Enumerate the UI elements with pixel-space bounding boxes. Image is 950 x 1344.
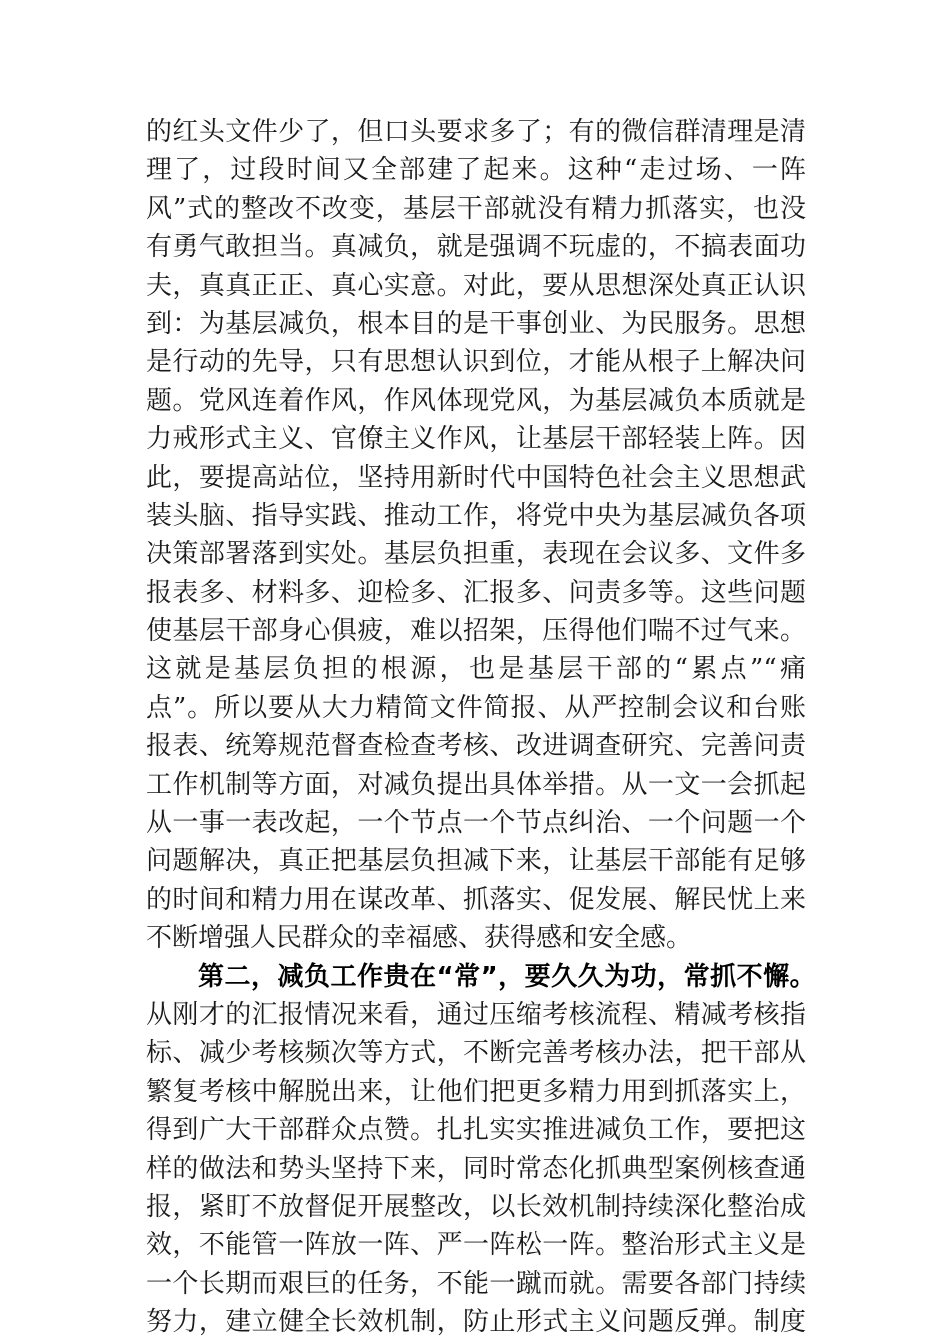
text-line: 点”。所以要从大力精简文件简报、从严控制会议和台账 [146, 692, 806, 723]
text-line: 标、减少考核频次等方式，不断完善考核办法，把干部从 [146, 1038, 806, 1069]
text-line: 得到广大干部群众点赞。扎扎实实推进减负工作，要把这 [146, 1115, 806, 1146]
text-line: 是行动的先导，只有思想认识到位，才能从根子上解决问 [146, 347, 806, 378]
text-line: 报，紧盯不放督促开展整改，以长效机制持续深化整治成 [146, 1191, 806, 1222]
text-line: 从刚才的汇报情况来看，通过压缩考核流程、精减考核指 [146, 999, 806, 1030]
text-line: 夫，真真正正、真心实意。对此，要从思想深处真正认识 [146, 270, 806, 301]
text-line: 力戒形式主义、官僚主义作风，让基层干部轻装上阵。因 [146, 424, 806, 455]
text-line: 繁复考核中解脱出来，让他们把更多精力用到抓落实上， [146, 1076, 806, 1107]
text-line: 报表、统筹规范督查检查考核、改进调查研究、完善问责 [146, 731, 806, 762]
text-line: 样的做法和势头坚持下来，同时常态化抓典型案例核查通 [146, 1153, 806, 1184]
section-heading: 第二，减负工作贵在“常”，要久久为功，常抓不懈。 [198, 961, 817, 992]
text-line: 问题解决，真正把基层负担减下来，让基层干部能有足够 [146, 846, 806, 877]
text-line: 的红头文件少了，但口头要求多了；有的微信群清理是清 [146, 117, 806, 147]
text-line: 报表多、材料多、迎检多、汇报多、问责多等。这些问题 [146, 577, 806, 608]
body-text [146, 113, 817, 1342]
text-line: 努力，建立健全长效机制，防止形式主义问题反弹。制度 [146, 1307, 806, 1338]
text-line: 不断增强人民群众的幸福感、获得感和安全感。 [146, 923, 693, 954]
text-line: 装头脑、指导实践、推动工作，将党中央为基层减负各项 [146, 500, 806, 531]
text-line: 的时间和精力用在谋改革、抓落实、促发展、解民忧上来 [146, 884, 806, 915]
text-line: 风”式的整改不改变，基层干部就没有精力抓落实，也没 [146, 193, 806, 224]
text-line: 从一事一表改起，一个节点一个节点纠治、一个问题一个 [146, 808, 806, 839]
text-line: 使基层干部身心俱疲，难以招架，压得他们喘不过气来。 [146, 616, 806, 647]
text-line: 题。党风连着作风，作风体现党风，为基层减负本质就是 [146, 385, 806, 416]
text-line: 一个长期而艰巨的任务，不能一蹴而就。需要各部门持续 [146, 1268, 806, 1299]
text-line: 理了，过段时间又全部建了起来。这种“走过场、一阵 [146, 155, 806, 186]
text-line: 到：为基层减负，根本目的是干事创业、为民服务。思想 [146, 308, 806, 339]
text-line: 有勇气敢担当。真减负，就是强调不玩虚的，不搞表面功 [146, 232, 806, 263]
text-line: 工作机制等方面，对减负提出具体举措。从一文一会抓起 [146, 769, 806, 800]
text-line: 这就是基层负担的根源，也是基层干部的“累点”“痛 [146, 654, 806, 685]
text-line: 效，不能管一阵放一阵、严一阵松一阵。整治形式主义是 [146, 1230, 806, 1261]
text-line: 此，要提高站位，坚持用新时代中国特色社会主义思想武 [146, 462, 806, 493]
text-line: 决策部署落到实处。基层负担重，表现在会议多、文件多 [146, 539, 806, 570]
